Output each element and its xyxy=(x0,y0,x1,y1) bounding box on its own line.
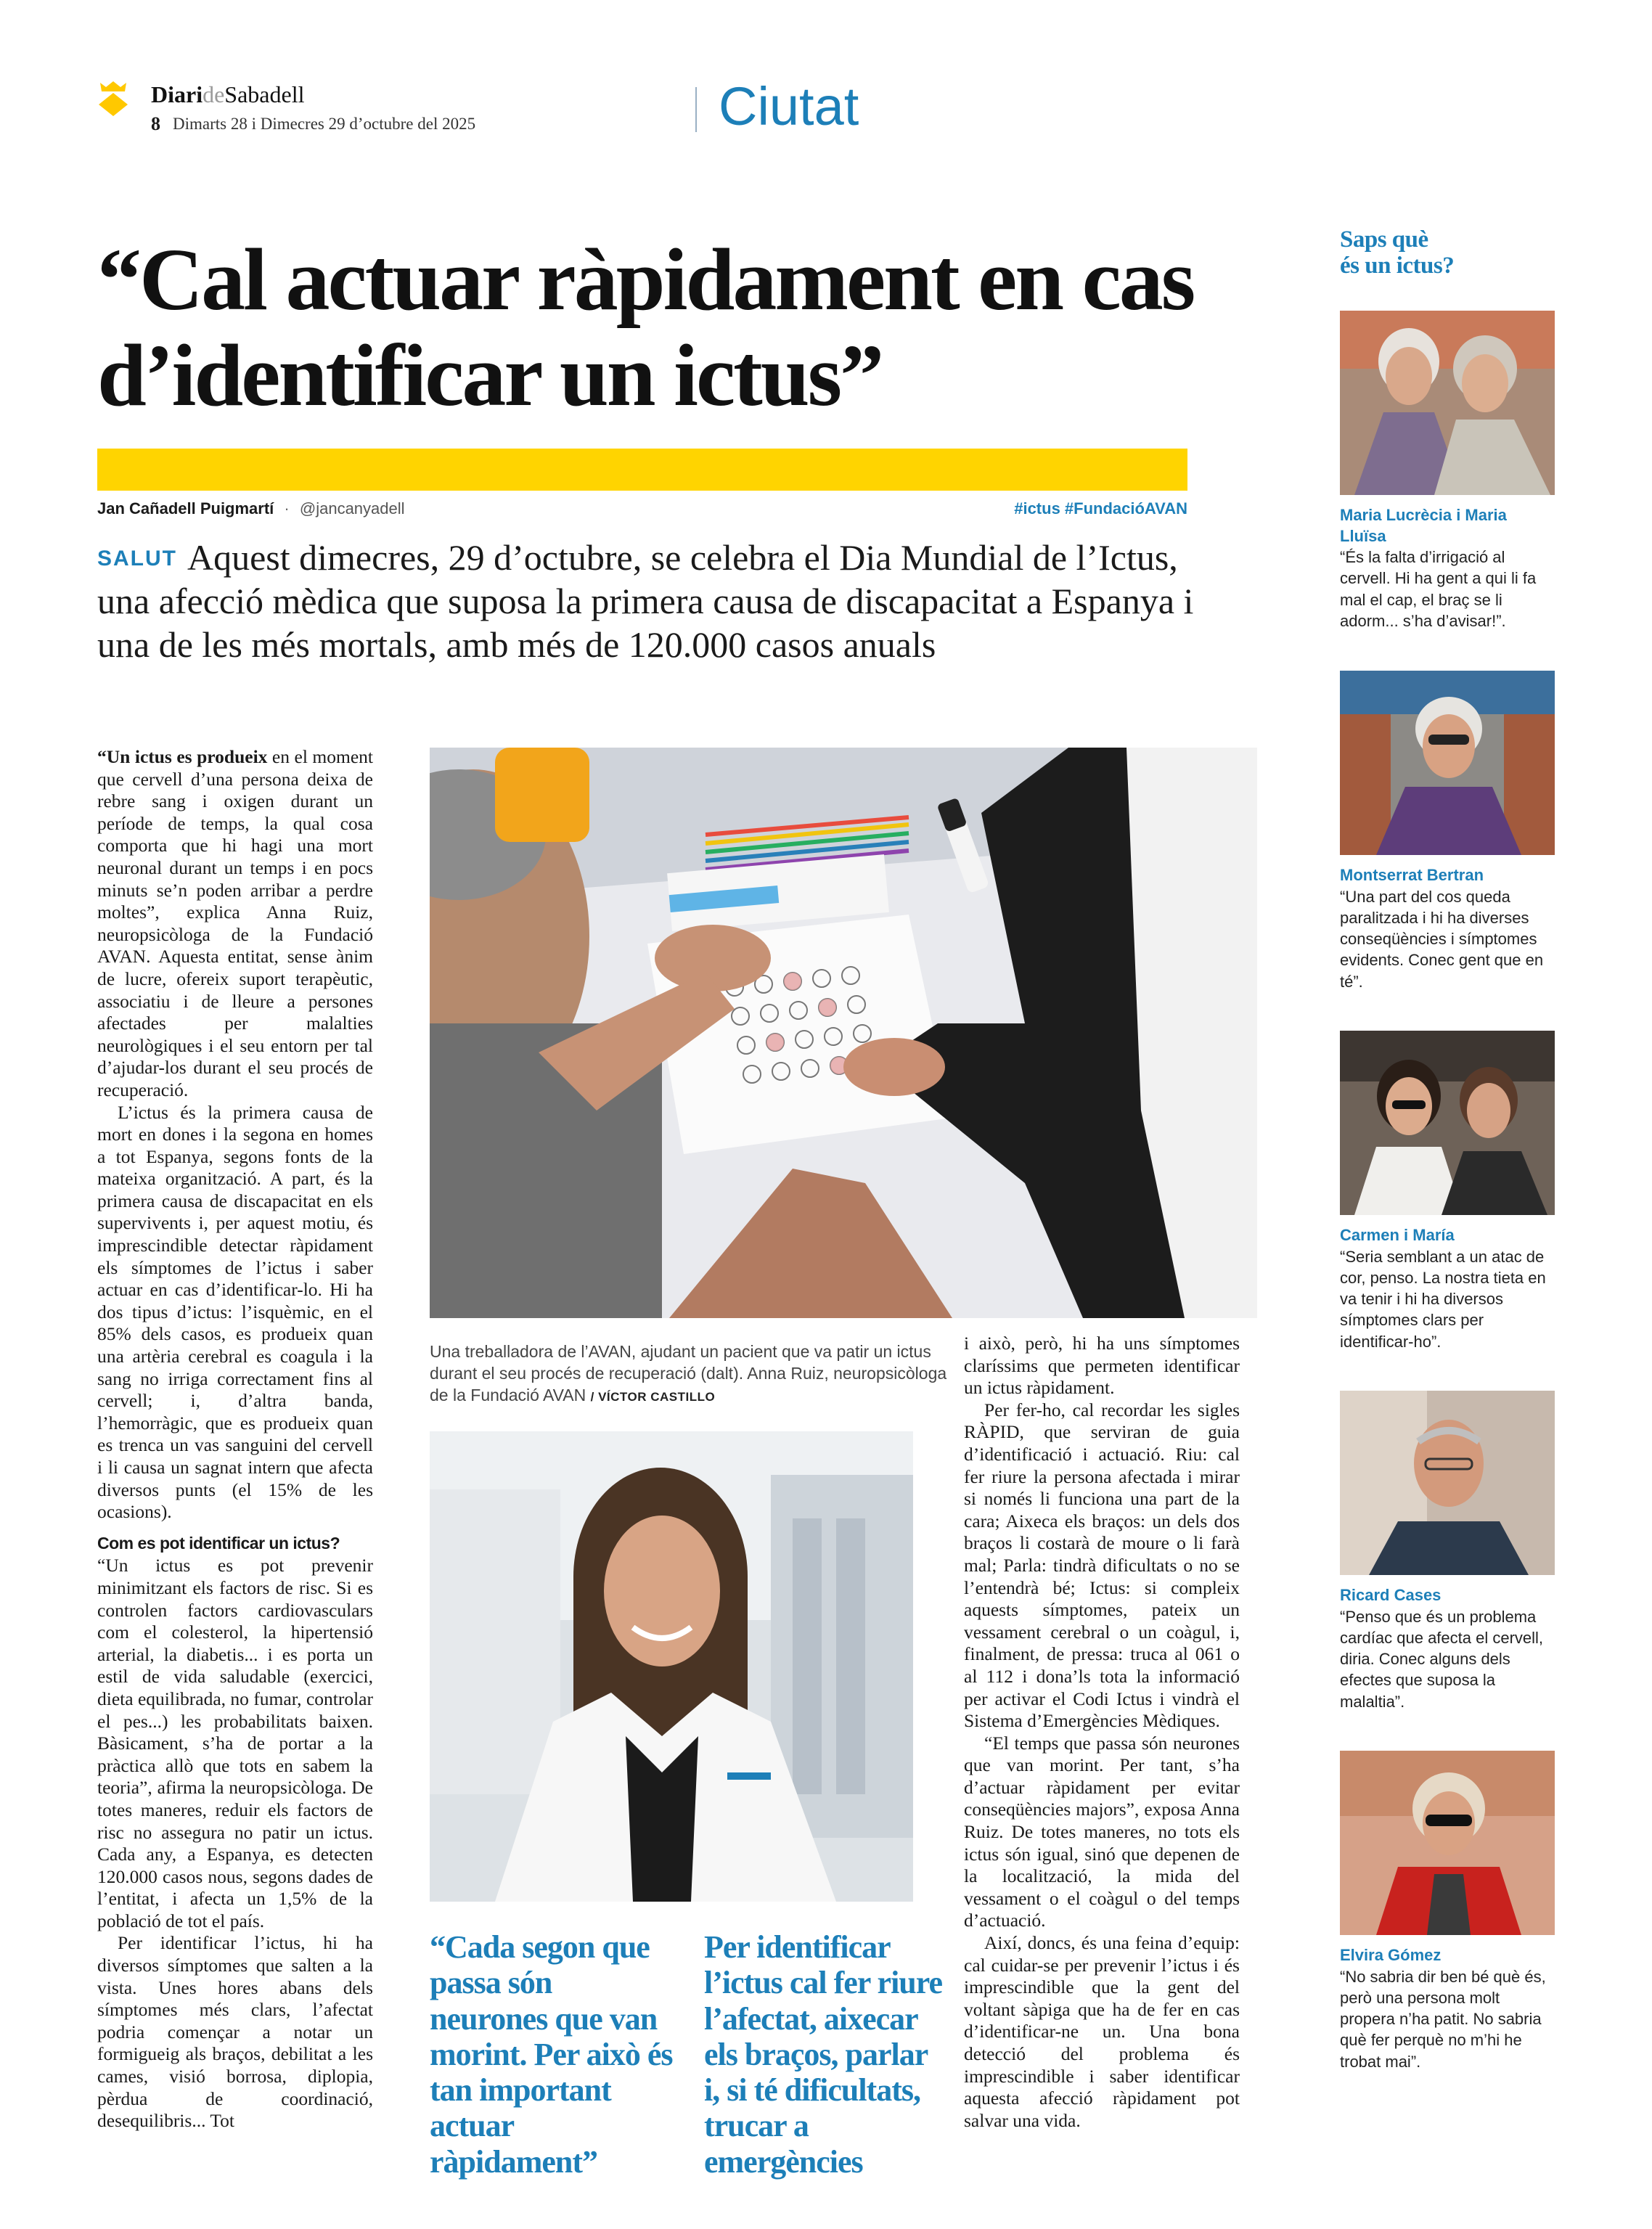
vox-pop-photo[interactable] xyxy=(1340,311,1555,495)
vox-pop-name: Elvira Gómez xyxy=(1340,1946,1442,1964)
vox-pop-name: Maria Lucrècia i Maria Lluïsa xyxy=(1340,506,1507,545)
paragraph: i això, però, hi ha uns símptomes claríssims que permeten identificar un ictus ràpidament. xyxy=(964,1333,1240,1399)
header-divider xyxy=(695,87,697,132)
paragraph: Per identificar l’ictus, hi ha diversos símptomes que salten a la vista. Unes hores abans dels símptomes més clars, l’afectat podria començar a notar un formigueig als braços, debilitat a les cames, visió borrosa, diplopia, pèrdua de coordinació, desequilibris... Tot xyxy=(97,1932,373,2132)
paragraph: Així, doncs, és una feina d’equip: cal cuidar-se per prevenir l’ictus i és imprescindible que la gent del voltant sàpiga que ha de fer en cas d’identificar-ne un. Una bona detecció del problema és imprescindible i saber identificar aquesta afecció ràpidament pot salvar una vida. xyxy=(964,1932,1240,2131)
paragraph: “El temps que passa són neurones que van morint. Per tant, s’ha d’actuar ràpidament per evitar conseqüències majors”, exposa Anna Ruiz. De totes maneres, no tots els ictus són igual, sinó que depenen de la localització, la mida del vessament o el coàgul o del temps d’actuació. xyxy=(964,1732,1240,1931)
main-photo-rehab[interactable] xyxy=(430,748,1257,1318)
vox-pop-photo[interactable] xyxy=(1340,671,1555,855)
subhead: Com es pot identificar un ictus? xyxy=(97,1533,340,1553)
vox-pop-name: Montserrat Bertran xyxy=(1340,866,1484,884)
page-number: 8 xyxy=(151,113,160,134)
author-name[interactable]: Jan Cañadell Puigmartí xyxy=(97,499,274,518)
vox-pop-quote: “No sabria dir ben bé què és, però una persona molt propera n’ha patit. No sabria què fer perquè no m’hi he trobat mai”. xyxy=(1340,1967,1546,2071)
masthead-brand[interactable] xyxy=(151,81,304,108)
vox-pop-photo[interactable] xyxy=(1340,1751,1555,1935)
byline-separator: · xyxy=(284,499,290,518)
paragraph xyxy=(97,746,373,1102)
vox-pop-item xyxy=(1340,671,1555,992)
vox-pop-item xyxy=(1340,1031,1555,1352)
brand-sabadell: Sabadell xyxy=(224,81,305,107)
photo-caption xyxy=(430,1341,967,1407)
pull-quote-2: Per identificar l’ictus cal fer riure l’afectat, aixecar els braços, parlar i, si té dificultats, trucar a emergències xyxy=(704,1929,943,2180)
sidebar-title-line2: és un ictus? xyxy=(1340,253,1455,279)
vox-pop-item xyxy=(1340,1391,1555,1712)
dropin-bold: “Un ictus es produeix xyxy=(97,746,268,767)
vox-pop-item xyxy=(1340,1751,1555,2072)
headline-highlight-bar xyxy=(97,449,1187,491)
vox-pop-quote: “És la falta d’irrigació al cervell. Hi ha gent a qui li fa mal el cap, el braç se li adorm... s’ha d’avisar!”. xyxy=(1340,548,1537,630)
article-tags[interactable]: #ictus #FundacióAVAN xyxy=(1014,499,1187,518)
pull-quote-1: “Cada segon que passa són neurones que van morint. Per això és tan important actuar ràpidament” xyxy=(430,1929,673,2180)
vox-pop-quote: “Penso que és un problema cardíac que afecta el cervell, diria. Conec alguns dels efectes que suposa la malaltia”. xyxy=(1340,1607,1544,1711)
brand-diari: Diari xyxy=(151,81,203,107)
vox-pop-quote: “Una part del cos queda paralitzada i hi ha diverses conseqüències i símptomes evidents. Conec gent que en té”. xyxy=(1340,887,1544,991)
paragraph: L’ictus és la primera causa de mort en dones i la segona en homes a tot Espanya, segons fonts de la mateixa organització. A part, és la primera causa de discapacitat en els supervivents i, per aquest motiu, és imprescindible detectar ràpidament els símptomes de l’ictus i saber actuar en cas d’identificar-lo. Hi ha dos tipus d’ictus: l’isquèmic, en el 85% dels casos, es produeix quan una artèria cerebral es coagula i la sang no irriga correctament fins al cervell; i, d’altra banda, l’hemorràgic, que es produeix quan es trenca un vas sanguini del cervell i li causa un sagnat intern que afecta diversos punts (el 15% de les ocasions). xyxy=(97,1101,373,1523)
diari-logo-icon xyxy=(97,81,129,113)
vox-pop-photo[interactable] xyxy=(1340,1391,1555,1575)
vox-pop-photo[interactable] xyxy=(1340,1031,1555,1215)
caption-text: Una treballadora de l’AVAN, ajudant un pacient que va patir un ictus durant el seu procés de recuperació (dalt). Anna Ruiz, neuropsicòloga de la Fundació AVAN xyxy=(430,1342,947,1404)
article-headline: “Cal actuar ràpidament en cas d’identificar un ictus” xyxy=(97,231,1194,425)
photo-credit: / VÍCTOR CASTILLO xyxy=(590,1389,716,1404)
article-column-1 xyxy=(97,746,373,2132)
section-title[interactable]: Ciutat xyxy=(719,76,859,136)
sidebar-title-line1: Saps què xyxy=(1340,226,1428,253)
paragraph: Per fer-ho, cal recordar les sigles RÀPID, que serviran de guia d’identificació i actuació. Riu: cal fer riure la persona afectada i mirar si només li funciona una part de la cara; Aixeca els braços: un dels dos braços li costarà de moure o li farà mal; Parla: tindrà dificultats o no se l’entendrà bé; Ictus: si compleix aquests símptomes, pateix un vessament cerebral o un coàgul, i, finalment, de pressa: truca al 061 o al 112 i dona’ls tota la informació per activar el Codi Ictus i vindrà el Sistema d’Emergències Mèdiques. xyxy=(964,1399,1240,1732)
paragraph: “Un ictus es pot prevenir minimitzant els factors de risc. Si es controlen factors cardiovasculars com el colesterol, la hipertensió arterial, la diabetis... i es porta un estil de vida saludable (exercici, dieta equilibrada, no fumar, controlar el pes...) les probabilitats baixen. Bàsicament, s’ha de portar a la pràctica allò que tots en sabem la teoria”, afirma la neuropsicòloga. De totes maneres, reduir els factors de risc no assegura no patir un ictus. Cada any, a Espanya, es detecten 120.000 casos nous, segons dades de l’entitat, i afecta un 1,5% de la població de tot el país. xyxy=(97,1555,373,1931)
issue-date: Dimarts 28 i Dimecres 29 d’octubre del 2025 xyxy=(173,115,476,133)
article-column-3 xyxy=(964,1333,1240,2132)
sidebar-title xyxy=(1340,226,1454,279)
photo-anna-ruiz[interactable] xyxy=(430,1431,913,1902)
vox-pop-name: Ricard Cases xyxy=(1340,1586,1442,1604)
lead-text: Aquest dimecres, 29 d’octubre, se celebra el Dia Mundial de l’Ictus, una afecció mèdica que suposa la primera causa de discapacitat a Espanya i una de les més mortals, amb més de 120.000 casos anuals xyxy=(97,537,1194,665)
byline xyxy=(97,499,405,518)
vox-pop-name: Carmen i María xyxy=(1340,1226,1455,1244)
author-handle[interactable]: @jancanyadell xyxy=(299,499,405,518)
vox-pop-item xyxy=(1340,311,1555,631)
article-lead xyxy=(97,536,1201,666)
section-kicker: SALUT xyxy=(97,547,177,570)
paragraph-text: en el moment que cervell d’una persona deixa de rebre sang i oxigen durant un període de temps, la qual cosa comporta que hi hagi una mort neuronal durant un temps i en pocs minuts se’n poden arribar a perdre moltes”, explica Anna Ruiz, neuropsicòloga de la Fundació AVAN. Aquesta entitat, sense ànim de lucre, ofereix suport terapèutic, associatiu i de lleure a persones afectades per malalties neurològiques i el seu entorn per tal d’ajudar-los durant el seu procés de recuperació. xyxy=(97,746,373,1100)
brand-de: de xyxy=(203,81,225,107)
vox-pop-quote: “Seria semblant a un atac de cor, penso. La nostra tieta en va tenir i hi ha diversos símptomes clars per identificar-ho”. xyxy=(1340,1247,1546,1351)
